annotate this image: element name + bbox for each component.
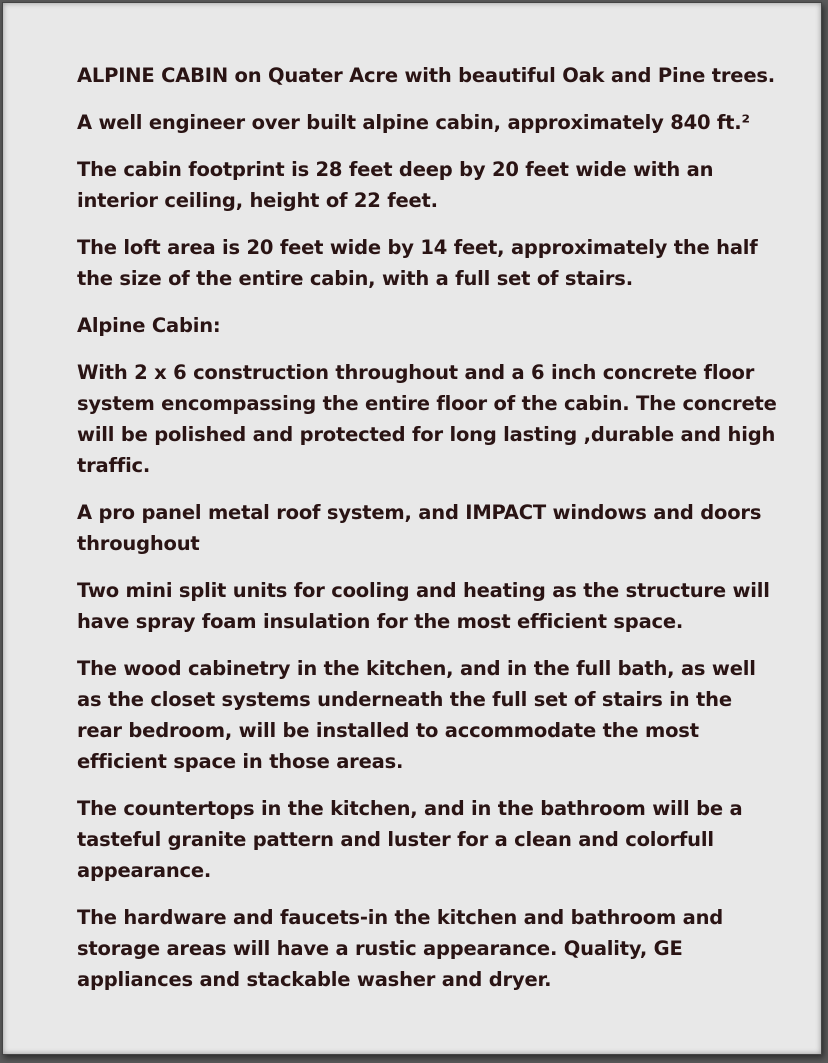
paragraph-title: ALPINE CABIN on Quater Acre with beautiful Oak and Pine trees.: [77, 64, 775, 87]
paragraph-cabinetry: The wood cabinetry in the kitchen, and in the full bath, as well as the closet systems underneath the full set of stairs in the rear bedroom, will be installed to accommodate the most efficient space in those areas.: [77, 657, 756, 773]
paragraph-loft: The loft area is 20 feet wide by 14 feet, approximately the half the size of the entire cabin, with a full set of stairs.: [77, 236, 758, 290]
paragraph-countertops: The countertops in the kitchen, and in the bathroom will be a tasteful granite pattern and luster for a clean and colorfull appearance.: [77, 797, 743, 882]
paragraph-heading-alpine-cabin: Alpine Cabin:: [77, 314, 221, 337]
paragraph-hardware: The hardware and faucets-in the kitchen and bathroom and storage areas will have a rustic appearance. Quality, GE appliances and stackable washer and dryer.: [77, 906, 724, 991]
paragraph-size: A well engineer over built alpine cabin, approximately 840 ft.²: [77, 111, 750, 134]
document-body: [77, 60, 777, 1011]
paragraph-hvac: Two mini split units for cooling and heating as the structure will have spray foam insulation for the most efficient space.: [77, 579, 770, 633]
paragraph-footprint: The cabin footprint is 28 feet deep by 20 feet wide with an interior ceiling, height of 22 feet.: [77, 158, 714, 212]
paragraph-roof-windows: A pro panel metal roof system, and IMPACT windows and doors throughout: [77, 501, 762, 555]
document-page: [2, 2, 822, 1055]
paragraph-construction: With 2 x 6 construction throughout and a 6 inch concrete floor system encompassing the entire floor of the cabin. The concrete will be polished and protected for long lasting ,durable and high traffic.: [77, 361, 777, 477]
